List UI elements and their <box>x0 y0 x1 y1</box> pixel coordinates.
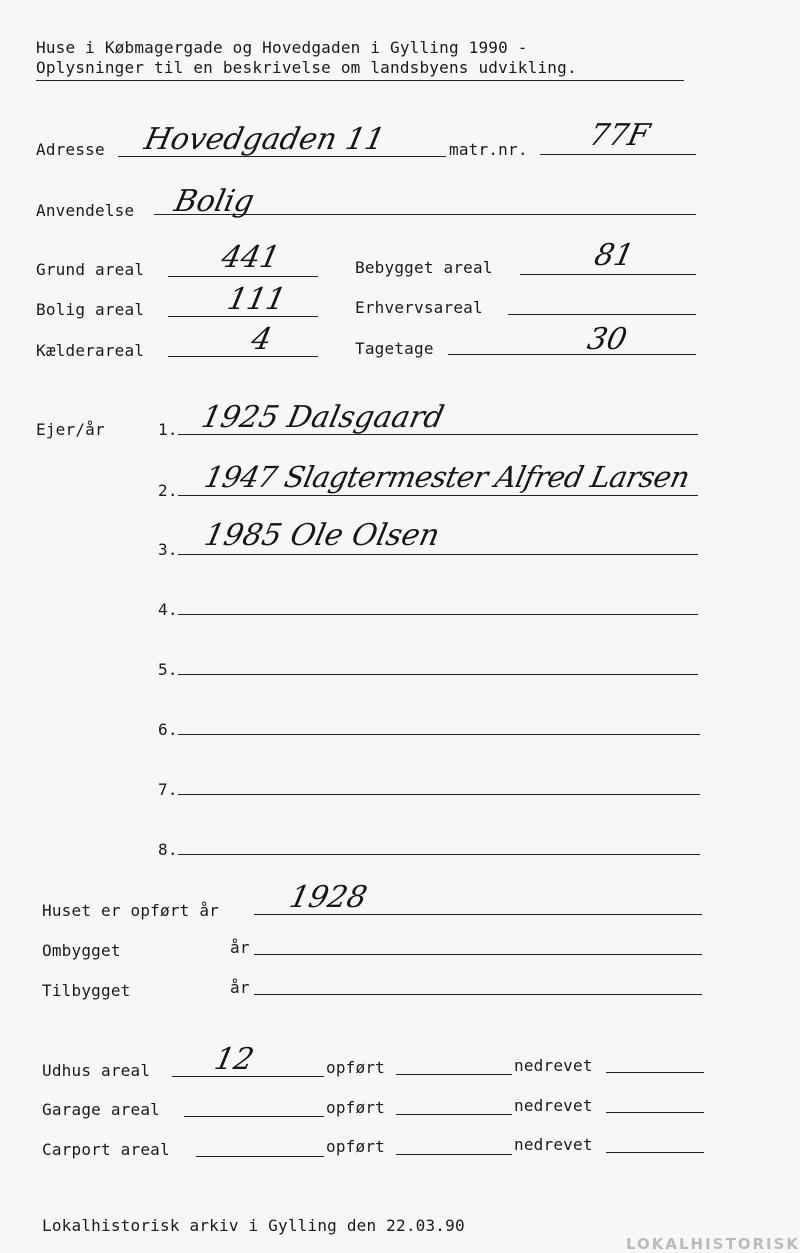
bolig-areal-value: 111 <box>224 282 289 317</box>
kaelderareal-value: 4 <box>248 322 275 357</box>
owner-row-number: 8. <box>158 840 178 859</box>
form-title-line1: Huse i Købmagergade og Hovedgaden i Gylling 1990 - <box>36 38 528 57</box>
owner-row-line <box>178 734 700 735</box>
opfoert-label: Huset er opført år <box>42 901 219 920</box>
tagetage-label: Tagetage <box>355 339 434 358</box>
bebygget-areal-label: Bebygget areal <box>355 258 493 277</box>
owner-row-number: 7. <box>158 780 178 799</box>
matr-label: matr.nr. <box>449 140 528 159</box>
kaelderareal-line <box>168 356 318 357</box>
udhus-nedrevet-label: nedrevet <box>514 1056 593 1075</box>
tilbygget-label: Tilbygget <box>42 981 131 1000</box>
bolig-areal-label: Bolig areal <box>36 300 145 319</box>
tilbygget-aar-label: år <box>230 978 250 997</box>
ejer-aar-label: Ejer/år <box>36 420 105 439</box>
tilbygget-line <box>254 994 702 995</box>
title-underline <box>36 80 684 81</box>
owner-row-value: 1925 Dalsgaard <box>198 400 448 435</box>
carport-areal-line <box>196 1156 324 1157</box>
grund-areal-value: 441 <box>218 240 283 275</box>
owner-row-number: 2. <box>158 481 178 500</box>
carport-nedrevet-label: nedrevet <box>514 1135 593 1154</box>
erhvervsareal-line <box>508 314 696 315</box>
owner-row-number: 6. <box>158 720 178 739</box>
carport-opfoert-line <box>396 1154 512 1155</box>
owner-row-line <box>178 854 700 855</box>
garage-nedrevet-label: nedrevet <box>514 1096 593 1115</box>
carport-nedrevet-line <box>606 1152 704 1153</box>
udhus-opfoert-line <box>396 1074 512 1075</box>
udhus-opfoert-label: opført <box>326 1058 385 1077</box>
garage-opfoert-label: opført <box>326 1098 385 1117</box>
grund-areal-line <box>168 276 318 277</box>
ombygget-aar-label: år <box>230 938 250 957</box>
owner-row-value: 1985 Ole Olsen <box>201 518 443 553</box>
bebygget-areal-value: 81 <box>591 238 637 273</box>
matr-value: 77F <box>586 118 653 153</box>
garage-opfoert-line <box>396 1114 512 1115</box>
owner-row-line <box>178 794 700 795</box>
garage-areal-label: Garage areal <box>42 1100 160 1119</box>
archive-stamp: LOKALHISTORISK <box>625 1235 800 1253</box>
owner-row-line <box>178 495 698 496</box>
owner-row-line <box>178 614 698 615</box>
erhvervsareal-label: Erhvervsareal <box>355 298 483 317</box>
opfoert-value: 1928 <box>286 880 371 915</box>
anvendelse-label: Anvendelse <box>36 201 135 220</box>
matr-line <box>540 154 696 155</box>
owner-row-number: 4. <box>158 600 178 619</box>
footer-text: Lokalhistorisk arkiv i Gylling den 22.03.90 <box>42 1216 465 1235</box>
udhus-nedrevet-line <box>606 1072 704 1073</box>
anvendelse-value: Bolig <box>171 184 258 219</box>
owner-row-value: 1947 Slagtermester Alfred Larsen <box>201 460 693 494</box>
carport-areal-label: Carport areal <box>42 1140 170 1159</box>
owner-row-line <box>178 554 698 555</box>
kaelderareal-label: Kælderareal <box>36 341 145 360</box>
garage-areal-line <box>184 1116 324 1117</box>
owner-row-number: 1. <box>158 420 178 439</box>
garage-nedrevet-line <box>606 1112 704 1113</box>
udhus-areal-label: Udhus areal <box>42 1061 151 1080</box>
tagetage-value: 30 <box>584 322 630 357</box>
form-title-line2: Oplysninger til en beskrivelse om landsbyens udvikling. <box>36 58 577 77</box>
udhus-areal-value: 12 <box>211 1042 257 1077</box>
owner-row-number: 3. <box>158 540 178 559</box>
carport-opfoert-label: opført <box>326 1137 385 1156</box>
adresse-label: Adresse <box>36 140 105 159</box>
adresse-value: Hovedgaden 11 <box>141 122 388 157</box>
ombygget-line <box>254 954 702 955</box>
grund-areal-label: Grund areal <box>36 260 145 279</box>
owner-row-line <box>178 674 698 675</box>
bebygget-areal-line <box>520 274 696 275</box>
ombygget-label: Ombygget <box>42 941 121 960</box>
tagetage-line <box>448 354 696 355</box>
owner-row-number: 5. <box>158 660 178 679</box>
